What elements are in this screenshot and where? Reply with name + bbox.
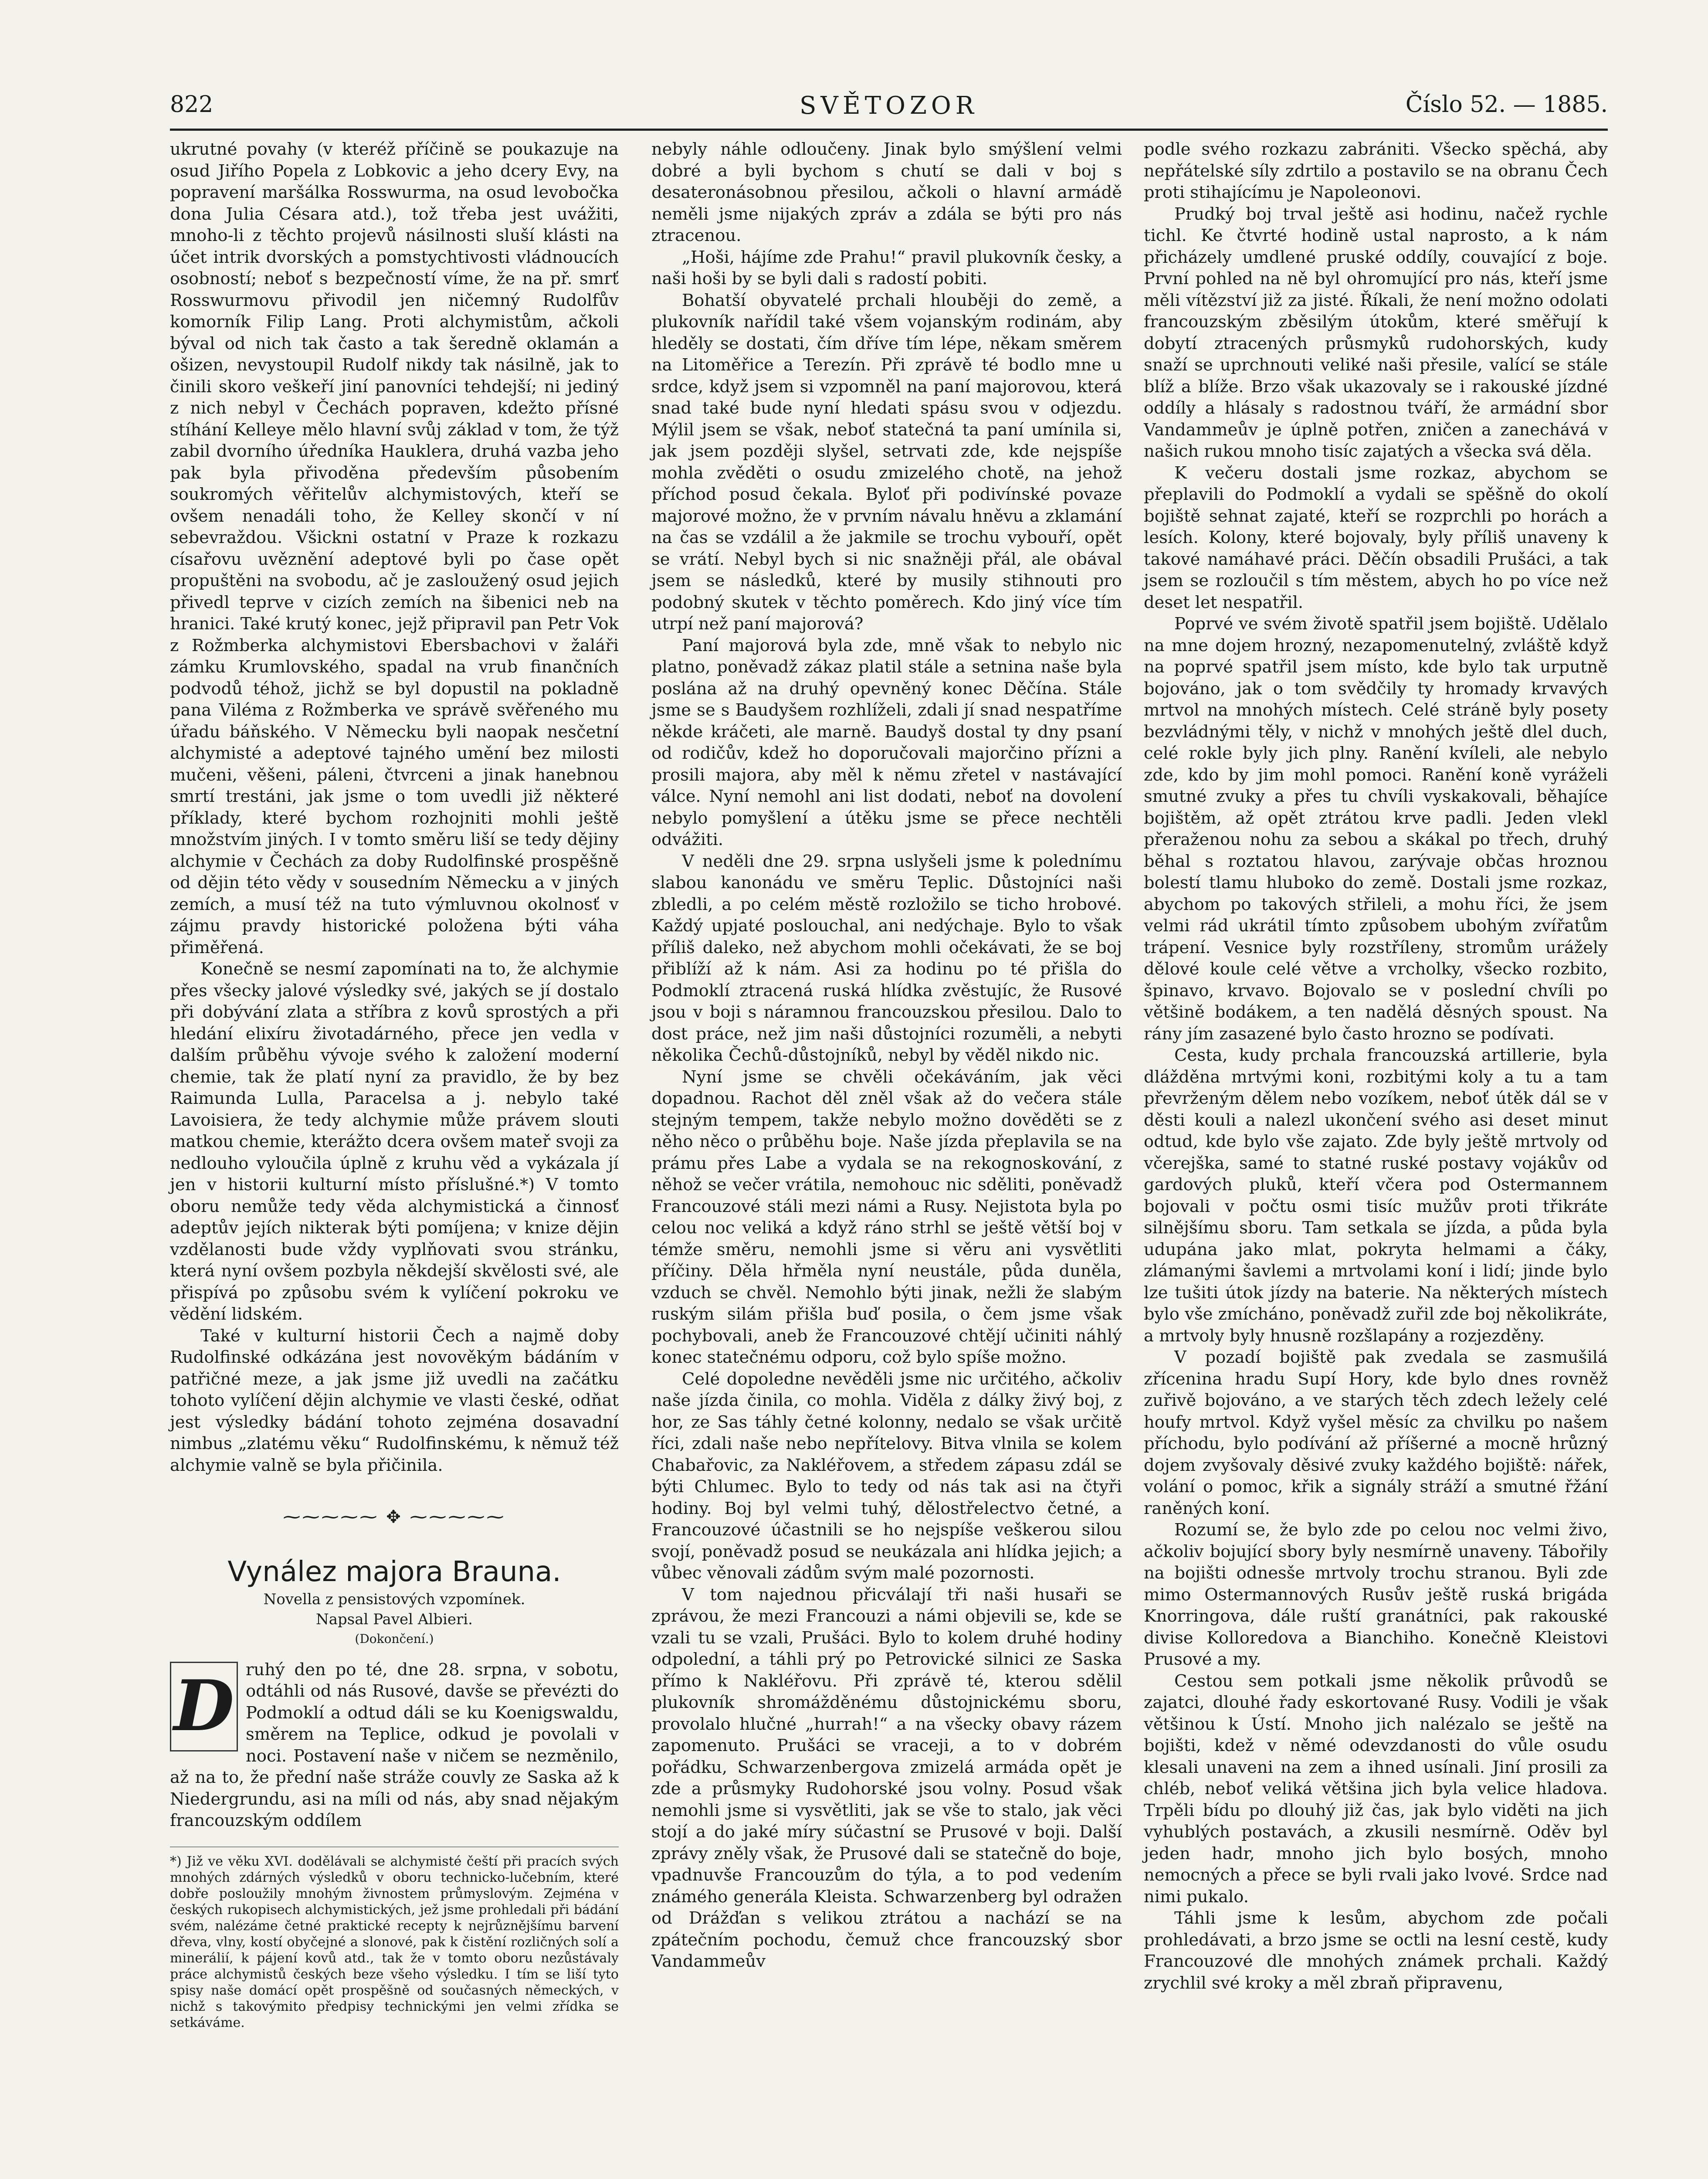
paragraph: Také v kulturní historii Čech a najmě doby Rudolfinské odkázána jest novověkým bádáním v patřičné meze, a jak jsme již uvedli na začátku tohoto vylíčení dějin alchymie ve vlasti české, odňat jest výsledky bádání tohoto zejména dosavadní nimbus „zlatému věku“ Rudolfinskému, k němuž též alchymie valně se byla přičinila. xyxy=(170,1326,619,1475)
novel-title: Vynález majora Brauna. xyxy=(227,1555,561,1588)
paragraph: Paní majorová byla zde, mně však to nebylo nic platno, poněvadž zákaz platil stále a setnina naše byla poslána až na druhý opevněný konec Děčína. Stále jsme se s Baudyšem rozhlíželi, zdali jí snad nespatříme někde kráčeti, ale marně. Baudyš dostal ty dny psaní od rodičův, kdež ho doporučovali majorčino přízni a prosili majora, aby měl k němu zřetel v nastávající válce. Nyní nemohl ani list dodati, neboť na dovolení nebylo pomyšlení a útěku jsme se přece nechtěli odvážiti. xyxy=(651,635,1122,849)
paragraph: V tom najednou přicválají tři naši husaři se zprávou, že mezi Francouzi a námi objevili se, kde se vzali tu se vzali, Prušáci. Bylo to kolem druhé hodiny odpolední, a táhli prý po Petrovické silnici ze Saska přímo k Nakléřovu. Při zprávě té, kterou sdělil plukovník shromážděnému důstojnickému sboru, provolalo hlučné „hurrah!“ a na všecky obavy rázem zapomenuto. Prušáci se vraceji, a to v dobrém pořádku, Schwarzenbergova zmizelá armáda opět je zde a průsmyky Rudohorské jsou volny. Posud však nemohli jsme si vysvětliti, jak se vše to stalo, jak věci stojí a do jaké míry súčastní se Prusové v boji. Další zprávy zněly však, že Prusové dali se statečně do boje, vpadnuvše Francouzům do týla, a to pod vedením známého generála Kleista. Schwarzenberg byl odražen od Drážďan s velikou ztrátou a nachází se na zpátečním pochodu, čemuž chce francouzský sbor Vandammeův xyxy=(651,1585,1122,1971)
issue-info: Číslo 52. — 1885. xyxy=(1405,92,1608,118)
paragraph: Bohatší obyvatelé prchali hlouběji do země, a plukovník nařídil také všem vojanským rodinám, aby hleděly se dostati, čím dříve tím lépe, někam směrem na Litoměřice a Terezín. Při zprávě té bodlo mne u srdce, když jsem si vzpomněl na paní majorovou, která snad také bude nyní hledati spásu svou v odjezdu. Mýlil jsem se však, neboť statečná ta paní umínila si, jak jsem později slyšel, setrvati zde, kde nejspíše mohla zvěděti o osudu zmizelého chotě, na jehož příchod posud čekala. Byloť při podivínské povaze majorové možno, že v prvním návalu hněvu a zklamání na čas se vzdálil a že jakmile se trochu vybouří, opět se vrátí. Nebyl bych si nic snažněji přál, ale obával jsem se následků, které by musily stihnouti pro podobný skutek v těchto poměrech. Kdo jiný více tím utrpí než paní majorová? xyxy=(651,290,1122,634)
column-1 xyxy=(170,139,619,2031)
footnote: *) Již ve věku XVI. dodělávali se alchymisté čeští při pracích svých mnohých zdárných výsledků v oboru technicko-lučebním, které dobře posloužily mnohým živnostem průmyslovým. Zejména v českých rukopisech alchymistických, jež jsme prohledali při bádání svém, nalézáme četné praktické recepty k nejrůznějšímu barvení dřeva, vlny, kostí obyčejné a slonové, pak k čistění rozličných solí a minerálií, k pájení kovů atd., tak že v tomto oboru nezůstávaly práce alchymistů českých beze všeho výsledku. I tím se liší tyto spisy naše domácí opět prospěšně od současných německých, v nichž s takovýmito předpisy technickými jen velmi zřídka se setkáváme. xyxy=(170,1846,619,2031)
paragraph: Poprvé ve svém životě spatřil jsem bojiště. Udělalo na mne dojem hrozný, nezapomenutelný, zvláště když na poprvé spatřil jsem místo, kde bylo tak urputně bojováno, jak o tom svědčily ty hromady krvavých mrtvol na mnohých místech. Celé stráně byly posety bezvládnými těly, v nichž v mnohých ještě dlel duch, celé rokle byly jich plny. Ranění kvíleli, ale nebylo zde, kdo by jim mohl pomoci. Ranění koně vyráželi smutné zvuky a přes tu chvíli vyskakovali, běhajíce bojištěm, až opět ztrátou krve padli. Jeden vlekl přeraženou nohu za sebou a skákal po třech, druhý běhal s roztatou hlavou, zarývaje občas hroznou bolestí tlamu hluboko do země. Dostali jsme rozkaz, abychom po takových střileli, a mohu říci, že jsem velmi rád ukrátil tímto způsobem ubohým zvířatům trápení. Vesnice byly rozstříleny, stromům urážely dělové koule celé větve a vrcholky, všecko rozbito, špinavo, krvavo. Bojovalo se v poslední chvíli po většině bodákem, a ten nadělá děsných spoust. Na rány jím zasazené bylo často hrozno se podívati. xyxy=(1144,614,1608,1044)
paragraph: K večeru dostali jsme rozkaz, abychom se přeplavili do Podmoklí a vydali se spěšně do okolí bojiště sehnat zajaté, kteří se rozprchli po horách a lesích. Kolony, které bojovaly, byly příliš unaveny k takové namáhavé práci. Děčín obsadili Prušáci, a tak jsem se rozloučil s tím městem, abych ho po více než deset let nespatřil. xyxy=(1144,463,1608,612)
paragraph: Celé dopoledne nevěděli jsme nic určitého, ačkoliv naše jízda činila, co mohla. Viděla z dálky živý boj, z hor, ze Sas táhly četné kolonny, nedalo se však určitě říci, zdali naše nebo nepřítelovy. Bitva vlnila se kolem Chabařovic, za Nakléřovem, a středem zápasu zdál se býti Chlumec. Bylo to tedy od nás tak asi na čtyři hodiny. Boj byl velmi tuhý, dělostřelectvo četné, a Francouzové účastnili se ho nejspíše veškerou silou svojí, poněvadž posud se neukázala ani hlídka jejich; a vůbec věnovali zádům svým malé pozornosti. xyxy=(651,1369,1122,1583)
paragraph: V pozadí bojiště pak zvedala se zasmušilá zřícenina hradu Supí Hory, kde bylo dnes rovněž zuřivě bojováno, a ve starých těch zdech ležely celé houfy mrtvol. Když vyšel měsíc za chvilku po našem příchodu, bylo podívání až příšerné a mocně hrůzný dojem zvyšovaly děsivé zvuky každého bojiště: nářek, volání o pomoc, křik a signály stráží a smutné řžání raněných koní. xyxy=(1144,1347,1608,1518)
journal-title: SVĚTOZOR xyxy=(800,92,978,120)
paragraph: ukrutné povahy (v kteréž příčině se poukazuje na osud Jiřího Popela z Lobkovic a jeho dcery Evy, na popravení maršálka Rosswurma, na osud levobočka dona Julia Césara atd.), tož třeba jest uvážiti, mnoho-li z těchto projevů násilnosti sluší klásti na účet intrik dvorských a pomstychtivosti vládnoucích osobností; neboť s bezpečností víme, že na př. smrť Rosswurmovu přivodil jen ničemný Rudolfův komorník Filip Lang. Proti alchymistům, ačkoli býval od nich tak často a tak šeredně oklamán a ošizen, nevystoupil Rudolf nikdy tak násilně, jak to činili skoro veškeří jiní panovníci tehdejší; ni jediný z nich nebyl v Čechách popraven, kdežto přísné stíhání Kelleye mělo hlavní svůj základ v tom, že týž zabil dvorního úředníka Hauklera, druhá vazba jeho pak byla přivoděna především působením soukromých věřitelův alchymistových, kteří se ovšem nenadáli toho, že Kelley skončí v ní sebevraždou. Všickni ostatní v Praze k rozkazu císařovu uvěznění adeptové byli po čase opět propuštěni na svobodu, ač je zasloužený osud jejich přivedl teprve v cizích zemích na šibenici neb na hranici. Také krutý konec, jejž připravil pan Petr Vok z Rožmberka alchymistovi Ebersbachovi v žaláři zámku Krumlovského, spadal na vrub finančních podvodů téhož, jichž se byl dopustil na pokladně pana Viléma z Rožmberka ve správě svěřeného mu úřadu báňského. V Německu byli naopak nesčetní alchymisté a adeptové tajného umění bez milosti mučeni, věšeni, páleni, čtvrceni a jinak hanebnou smrtí trestáni, jak jsme o tom uvedli již některé příklady, které bychom rozhojniti mohli ještě množstvím jiných. I v tomto směru liší se tedy dějiny alchymie v Čechách za doby Rudolfinské prospěšně od dějin této vědy v sousedním Německu a v jiných zemích, a musí též na tuto výmluvnou okolnosť v zájmu pravdy historické položena býti váha přiměřená. xyxy=(170,139,619,957)
paragraph: Nyní jsme se chvěli očekáváním, jak věci dopadnou. Rachot děl zněl však až do večera stále stejným tempem, takže nebylo možno dověděti se z něho něco o průběhu boje. Naše jízda přeplavila se na prámu přes Labe a vydala se na rekognoskování, z něhož se večer vrátila, nemohouc nic sděliti, poněvadž Francouzové stáli mezi námi a Rusy. Nejistota byla po celou noc veliká a když ráno strhl se ještě větší boj v témže směru, nemohli jsme si věru ani vysvětliti příčiny. Děla hřměla nyní neustále, půda duněla, vzduch se chvěl. Nemohlo býti jinak, nežli že slabým ruským silám přišla buď posila, o čem jsme však pochybovali, aneb že Francouzové chtějí učiniti náhlý konec statečnému odporu, což bylo spíše možno. xyxy=(651,1067,1122,1367)
header-rule xyxy=(170,129,1608,131)
section-divider-ornament: ⁓⁓⁓⁓⁓ ✥ ⁓⁓⁓⁓⁓ xyxy=(283,1507,506,1527)
paragraph: nebyly náhle odloučeny. Jinak bylo smýšlení velmi dobré a byli bychom s chutí se dali v boj s desateronásobnou přesilou, ačkoli o hlavní armádě neměli jsme nijakých zpráv a zdála se býti pro nás ztracenou. xyxy=(651,139,1122,245)
paragraph: Prudký boj trval ještě asi hodinu, načež rychle tichl. Ke čtvrté hodině ustal naprosto, a k nám přicházely umdlené pruské oddíly, couvající z boje. První pohled na ně byl ohromující pro nás, kteří jsme měli vítězství již za jisté. Říkali, že není možno odolati francouzským zběsilým útokům, které směřují k dobytí ztracených průsmyků rudohorských, kudy snaží se uprchnouti veliké naši přesile, valící se stále blíž a blíže. Brzo však ukazovaly se i rakouské jízdné oddíly a hlásaly s radostnou tváří, že armádní sbor Vandammeův je úplně potřen, zničen a zanechává v našich rukou mnoho tisíc zajatých a všecka svá děla. xyxy=(1144,204,1608,461)
novel-author: Napsal Pavel Albieri. xyxy=(316,1610,473,1628)
novel-continuation-note: (Dokončení.) xyxy=(355,1631,434,1646)
paragraph: podle svého rozkazu zabrániti. Všecko spěchá, aby nepřátelské síly zdrtilo a postavilo se na obranu Čech proti stihajícímu je Napoleonovi. xyxy=(1144,139,1608,202)
column-3 xyxy=(1144,139,1608,1994)
ornamental-initial: D xyxy=(170,1662,238,1751)
paragraph: Cesta, kudy prchala francouzská artillerie, byla dlážděna mrtvými koni, rozbitými koly a tu a tam převrženým dělem nebo vozíkem, neboť útěk dál se v děsti kouli a nalezl ukončení svého asi deset minut odtud, kde bylo vše zajato. Zde byly ještě mrtvoly od včerejška, samé to statné ruské postavy vojákův od gardových pluků, kteří včera pod Ostermannem bojovali v počtu osmi tisíc mužův proti třikráte silnějšímu sboru. Tam setkala se jízda, a půda byla udupána jako mlat, pokryta helmami a čáky, zlámanými šavlemi a mrtvolami koní i lidí; jinde bylo lze tušiti útok jízdy na baterie. Na některých místech bylo vše zmícháno, poněvadž zuřil zde boj několikráte, a mrtvoly byly hnusně rozšlapány a rozjezděny. xyxy=(1144,1045,1608,1346)
page-number: 822 xyxy=(170,92,214,118)
paragraph: Cestou sem potkali jsme několik průvodů se zajatci, dlouhé řady eskortované Rusy. Vodili je však většinou k Ústí. Mnoho jich nalézalo se ještě na bojišti, kdež v němé odevzdanosti do vůle osudu klesali unaveni na zem a ihned usínali. Jiní prosili za chléb, neboť veliká většina jich byla velice hladova. Trpěli bídu po dlouhý již čas, jak bylo viděti na jich vyhublých postavách, a zkusili nesmírně. Oděv byl jeden hadr, mnoho jich bylo bosých, mnoho nemocných a přece se byli rvali jako lvové. Srdce nad nimi pukalo. xyxy=(1144,1671,1608,1907)
paragraph: V neděli dne 29. srpna uslyšeli jsme k polednímu slabou kanonádu ve směru Teplic. Důstojníci naši zbledli, a po celém městě rozložilo se ticho hrobové. Každý upjaté poslouchal, ani nedýchaje. Bylo to však příliš daleko, než abychom mohli očekávati, že se boj přiblíží až k nám. Asi za hodinu po té přišla do Podmoklí ztracená ruská hlídka zvěstujíc, že Rusové jsou v boji s náramnou francouzskou přesilou. Dalo to dost práce, než jim naši důstojníci rozuměli, a nebyti několika Čechů-důstojníků, nebyl by věděl nikdo nic. xyxy=(651,851,1122,1065)
paragraph: Konečně se nesmí zapomínati na to, že alchymie přes všecky jalové výsledky své, jakých se jí dostalo při dobývání zlata a stříbra z kovů sprostých a při hledání elixíru životadárného, přece jen vedla v dalším průběhu vývoje svého k založení moderní chemie, tak že platí nyní za pravidlo, že by bez Raimunda Lulla, Paracelsa a j. nebylo také Lavoisiera, že tedy alchymie může právem slouti matkou chemie, kterážto dcera ovšem mateř svoji za nedlouho vyloučila úplně z kruhu věd a vykázala jí jen v historii kulturní místo příslušné.*) V tomto oboru nemůže tedy věda alchymistická a činnosť adeptův jejích nikterak býti pomíjena; v knize dějin vzdělanosti bude vždy vyplňovati svou stránku, která nyní ovšem pozbyla někdejší skvělosti své, ale přispívá po způsobu svém k vylíčení pokroku ve vědění lidském. xyxy=(170,959,619,1324)
column-2 xyxy=(651,139,1122,1972)
paragraph: ruhý den po té, dne 28. srpna, v sobotu, odtáhli od nás Rusové, davše se převézti do Podmoklí a odtud dáli se ku Koenigswaldu, směrem na Teplice, odkud je povolali v noci. Postavení naše v ničem se nezměnilo, až na to, že přední naše stráže couvly ze Saska až k Niedergrundu, asi na míli od nás, aby snad nějakým francouzským oddílem xyxy=(170,1660,619,1830)
paragraph: „Hoši, hájíme zde Prahu!“ pravil plukovník česky, a naši hoši by se byli dali s radostí pobiti. xyxy=(651,247,1122,288)
paragraph: Rozumí se, že bylo zde po celou noc velmi živo, ačkoliv bojující sbory byly nesmírně unaveny. Tábořily na bojišti odnesše mrtvoly trochu stranou. Byli zde mimo Ostermannových Rusův ještě ruská brigáda Knorringova, dále ruští granátníci, pak rakouské divise Kolloredova a Bianchiho. Konečně Kleistovi Prusové a my. xyxy=(1144,1520,1608,1669)
novel-subtitle: Novella z pensistových vzpomínek. xyxy=(263,1590,525,1608)
paragraph: Táhli jsme k lesům, abychom zde počali prohledávati, a brzo jsme se octli na lesní cestě, kudy Francouzové dle mnohých známek prchali. Každý zrychlil své kroky a měl zbraň připravenu, xyxy=(1144,1908,1608,1993)
page-header xyxy=(170,92,1608,126)
